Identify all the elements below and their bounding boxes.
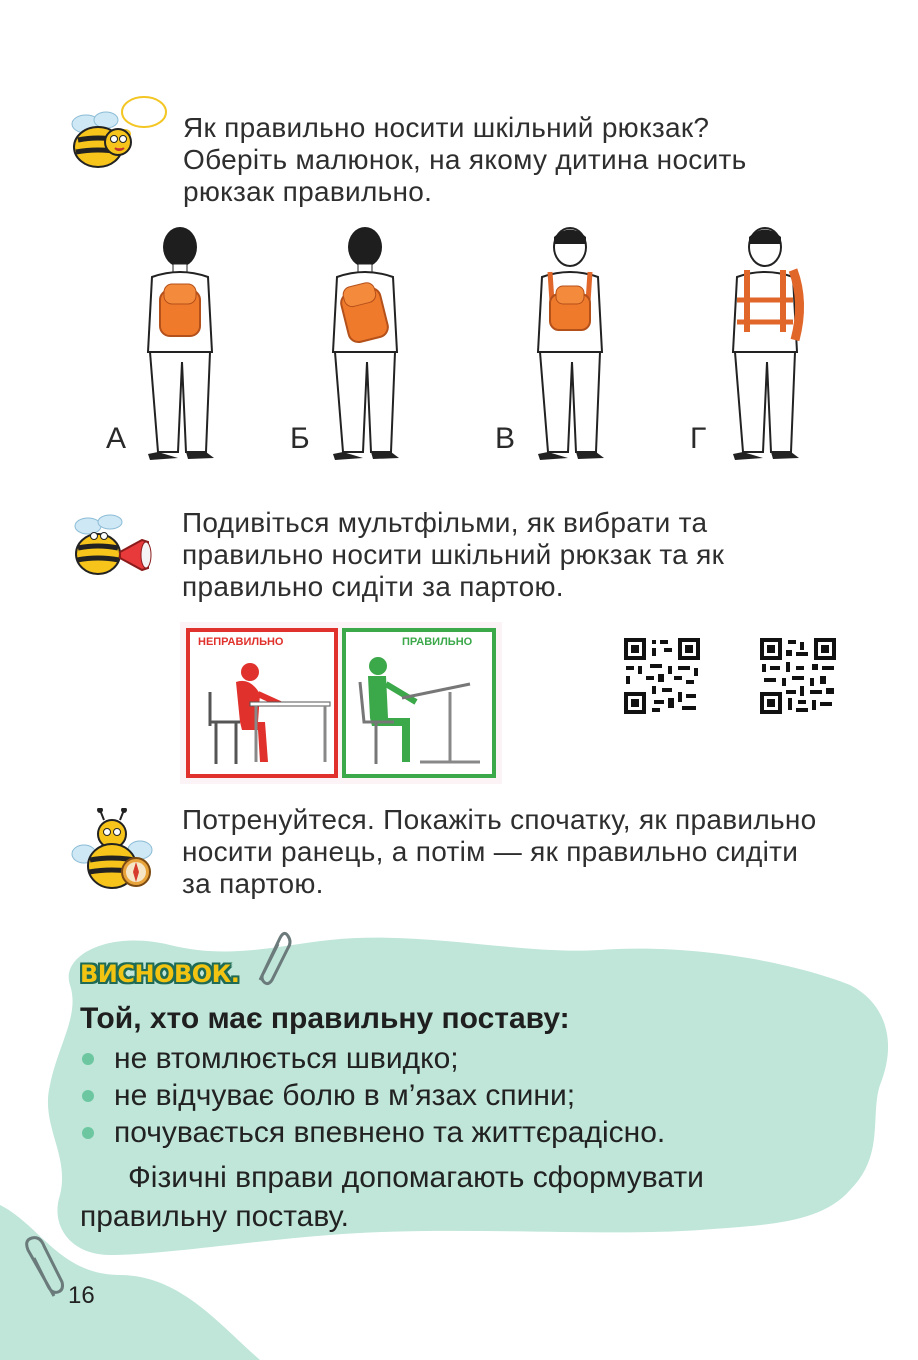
figure-c (538, 228, 604, 460)
figure-label-d: Г (690, 422, 707, 455)
task3-line: носити ранець, а потім — як правильно сидіти (182, 836, 799, 867)
task1-text (183, 112, 883, 208)
task2-line: Подивіться мультфільми, як вибрати та (182, 507, 708, 538)
bullet-dot-icon (82, 1053, 94, 1065)
task3-line: за партою. (182, 868, 324, 899)
list-item: не відчуває болю в м’язах спини; (78, 1077, 838, 1114)
right-label: ПРАВИЛЬНО (402, 636, 473, 648)
figure-d (733, 228, 800, 460)
figure-label-a: А (106, 422, 127, 455)
conclusion-final-text (80, 1158, 840, 1236)
backpack-figures (100, 222, 820, 464)
figure-a (148, 227, 214, 460)
bee-megaphone-icon (68, 512, 158, 584)
wrong-label: НЕПРАВИЛЬНО (198, 636, 284, 648)
figure-label-b: Б (290, 422, 310, 455)
task3-line: Потренуйтеся. Покажіть спочатку, як правильно (182, 804, 817, 835)
figure-b (333, 227, 399, 460)
task1-line: рюкзак правильно. (183, 176, 433, 207)
task1-line: Як правильно носити шкільний рюкзак? (183, 112, 710, 143)
paperclip-icon (18, 1236, 64, 1300)
qr-code-icon[interactable] (624, 638, 700, 714)
qr-code-icon[interactable] (760, 638, 836, 714)
bullet-dot-icon (82, 1127, 94, 1139)
final-line: правильну поставу. (80, 1200, 349, 1233)
page-number: 16 (68, 1282, 95, 1309)
bee-compass-icon (70, 808, 162, 894)
bee-thinking-icon (62, 92, 172, 182)
task2-line: правильно сидіти за партою. (182, 571, 564, 602)
list-item: почувається впевнено та життєрадісно. (78, 1114, 838, 1151)
list-item: не втомлюється швидко; (78, 1040, 838, 1077)
bullet-dot-icon (82, 1090, 94, 1102)
task3-text (182, 804, 892, 900)
paperclip-icon (252, 930, 292, 986)
conclusion-list (78, 1040, 838, 1151)
conclusion-badge: ВИСНОВОК. (80, 960, 240, 988)
task1-line: Оберіть малюнок, на якому дитина носить (183, 144, 747, 175)
figure-label-c: В (495, 422, 516, 455)
task2-text (182, 507, 882, 603)
final-line: Фізичні вправи допомагають сформувати (128, 1161, 704, 1194)
conclusion-heading: Той, хто має правильну поставу: (80, 1002, 570, 1035)
task2-line: правильно носити шкільний рюкзак та як (182, 539, 725, 570)
posture-comparison-image (180, 622, 502, 784)
